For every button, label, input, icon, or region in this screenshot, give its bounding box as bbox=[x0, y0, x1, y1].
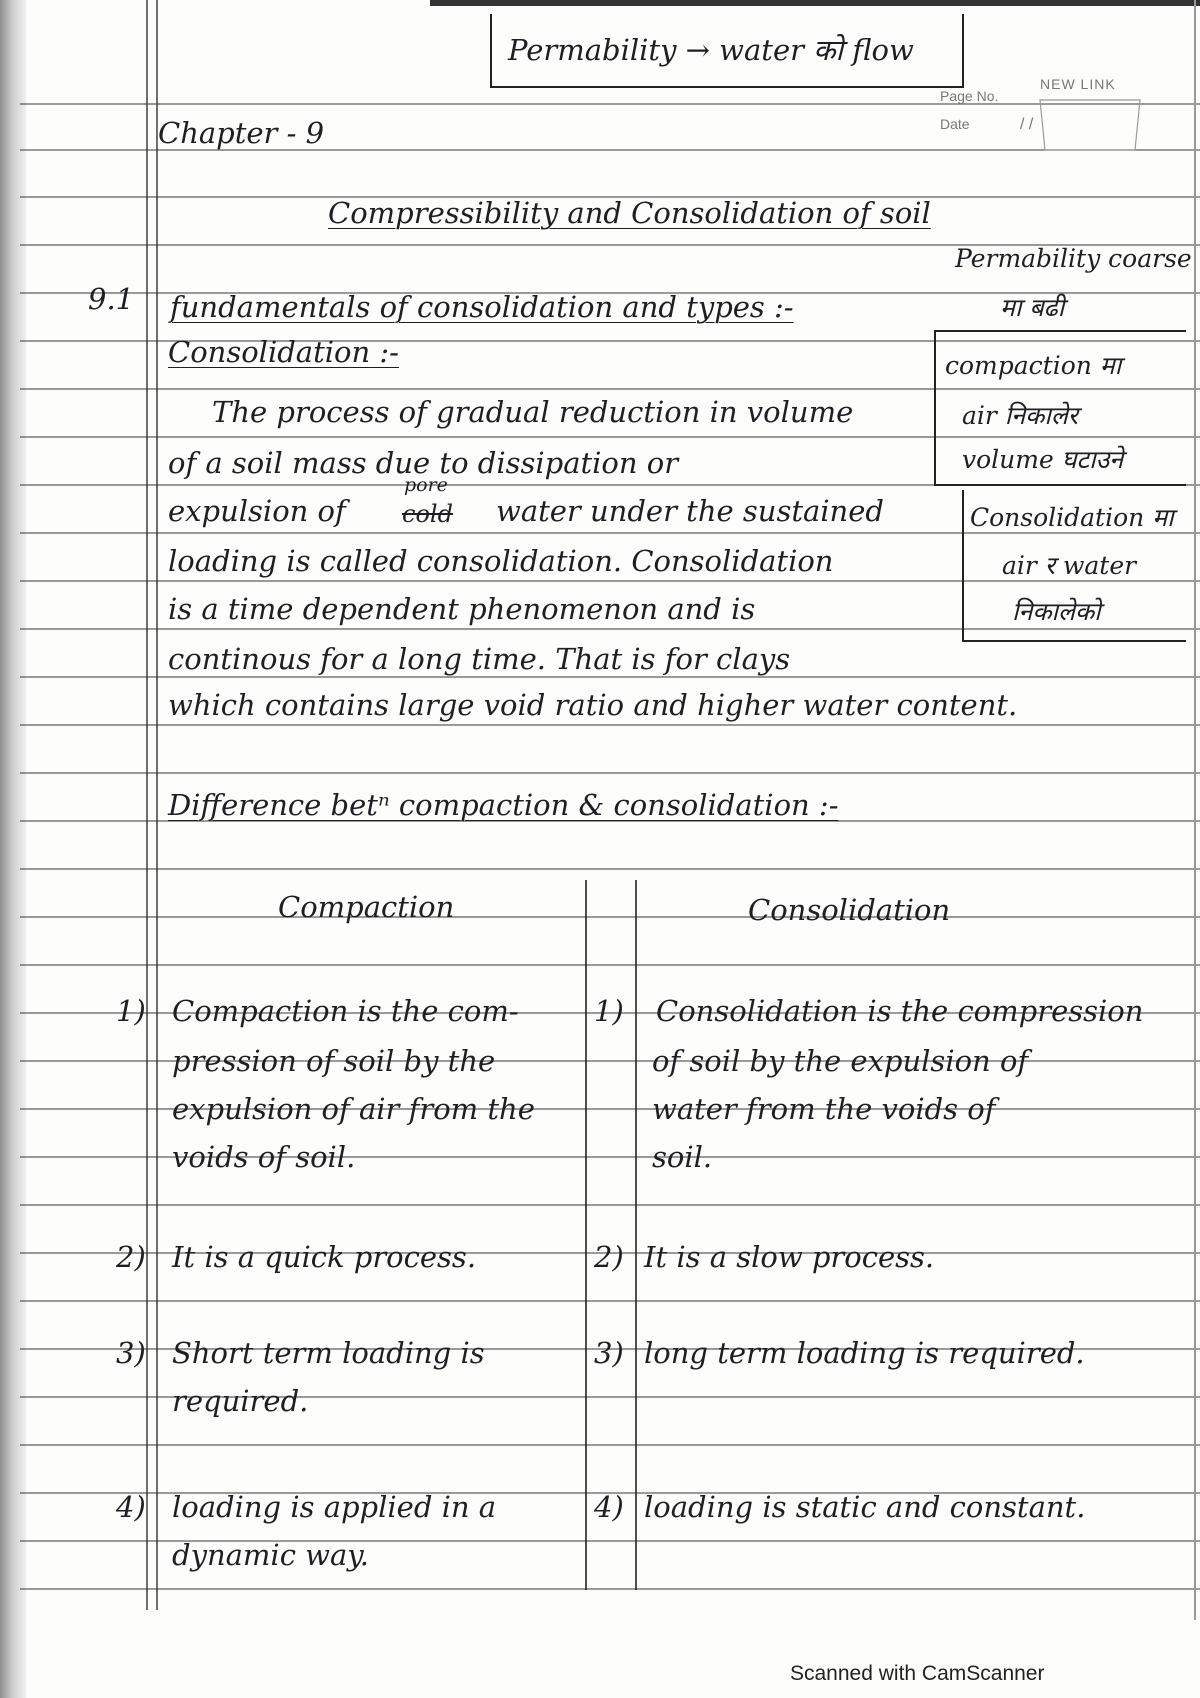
section-heading: fundamentals of consolidation and types :- bbox=[170, 290, 794, 324]
inserted-word: pore bbox=[404, 474, 448, 496]
sub-heading-consolidation: Consolidation :- bbox=[168, 335, 399, 369]
scanner-watermark: Scanned with CamScanner bbox=[790, 1662, 1045, 1685]
side-note-consolidation-line2: air र water bbox=[1002, 551, 1137, 580]
row4-left-line1: loading is applied in a bbox=[172, 1490, 497, 1524]
chapter-label: Chapter - 9 bbox=[158, 116, 325, 150]
row4-left-line2: dynamic way. bbox=[172, 1538, 370, 1572]
side-note-consolidation-line3: निकालेको bbox=[1012, 597, 1101, 626]
paragraph-line-3b: water under the sustained bbox=[496, 494, 884, 528]
brand-ribbon-icon bbox=[1030, 90, 1150, 160]
row3-number-left: 3) bbox=[116, 1336, 146, 1370]
paragraph-line-6: continous for a long time. That is for clays bbox=[168, 642, 791, 676]
row3-number-right: 3) bbox=[594, 1336, 624, 1370]
row2-left-line1: It is a quick process. bbox=[172, 1240, 477, 1274]
side-note-permability: Permability coarse bbox=[955, 244, 1192, 273]
row3-left-line1: Short term loading is bbox=[172, 1336, 485, 1370]
side-note-compaction-line3: volume घटाउने bbox=[962, 445, 1124, 474]
paragraph-line-4: loading is called consolidation. Consolidation bbox=[168, 544, 834, 578]
section-number: 9.1 bbox=[88, 282, 135, 316]
row1-right-line2: of soil by the expulsion of bbox=[652, 1044, 1029, 1078]
row4-number-right: 4) bbox=[594, 1490, 624, 1524]
row1-left-line1: Compaction is the com- bbox=[172, 994, 519, 1028]
page-title: Compressibility and Consolidation of soil bbox=[328, 196, 931, 230]
paragraph-line-3a: expulsion of bbox=[168, 494, 346, 528]
paragraph-line-5: is a time dependent phenomenon and is bbox=[168, 592, 756, 626]
paragraph-line-1: The process of gradual reduction in volume bbox=[212, 395, 854, 429]
table-header-consolidation: Consolidation bbox=[748, 893, 951, 927]
row1-left-line4: voids of soil. bbox=[172, 1140, 356, 1174]
side-note-consolidation-line1: Consolidation मा bbox=[970, 503, 1174, 532]
row2-number-right: 2) bbox=[594, 1240, 624, 1274]
row4-right-line1: loading is static and constant. bbox=[644, 1490, 1086, 1524]
row2-number-left: 2) bbox=[116, 1240, 146, 1274]
row4-number-left: 4) bbox=[116, 1490, 146, 1524]
brand-logo: NEW LINK bbox=[1040, 76, 1116, 92]
page-no-label: Page No. bbox=[940, 88, 999, 104]
date-label: Date bbox=[940, 116, 970, 132]
table-header-compaction: Compaction bbox=[278, 890, 455, 924]
row1-number-right: 1) bbox=[594, 994, 624, 1028]
paragraph-line-2: of a soil mass due to dissipation or bbox=[168, 446, 679, 480]
difference-heading: Difference betⁿ compaction & consolidation :- bbox=[168, 788, 839, 822]
side-note-compaction-line2: air निकालेर bbox=[962, 401, 1078, 430]
row3-left-line2: required. bbox=[172, 1384, 309, 1418]
paragraph-line-7: which contains large void ratio and higher water content. bbox=[168, 688, 1018, 722]
row1-right-line4: soil. bbox=[652, 1140, 713, 1174]
struck-word: cold bbox=[402, 500, 453, 528]
row3-right-line1: long term loading is required. bbox=[644, 1336, 1085, 1370]
row1-right-line3: water from the voids of bbox=[652, 1092, 996, 1126]
side-note-compaction-line1: compaction मा bbox=[945, 351, 1122, 380]
date-value: / / bbox=[1020, 116, 1034, 133]
row1-left-line2: pression of soil by the bbox=[172, 1044, 496, 1078]
header-note: Permability → water को flow bbox=[508, 33, 914, 67]
row1-left-line3: expulsion of air from the bbox=[172, 1092, 535, 1126]
row2-right-line1: It is a slow process. bbox=[644, 1240, 935, 1274]
side-note-permability-2: मा बढी bbox=[1000, 293, 1065, 322]
row1-right-line1: Consolidation is the compression bbox=[656, 994, 1144, 1028]
row1-number-left: 1) bbox=[116, 994, 146, 1028]
